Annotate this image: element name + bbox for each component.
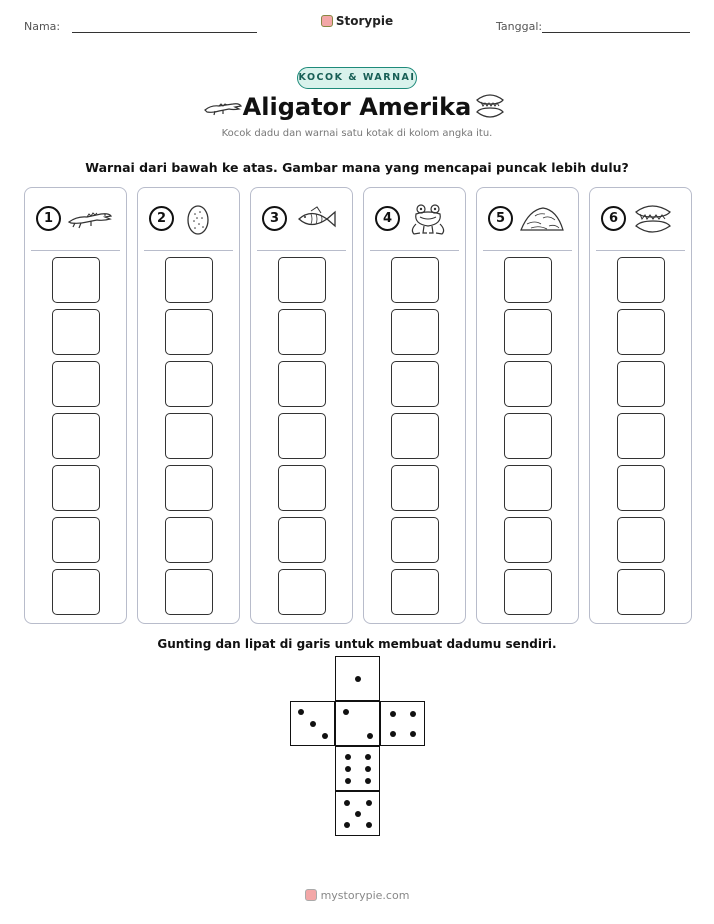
column-divider xyxy=(483,250,572,251)
color-box[interactable] xyxy=(617,413,665,459)
brand-name: Storypie xyxy=(335,14,394,28)
dice-pip xyxy=(343,709,349,715)
dice-face-3 xyxy=(290,701,335,746)
color-box[interactable] xyxy=(278,361,326,407)
color-box[interactable] xyxy=(617,257,665,303)
color-box[interactable] xyxy=(52,413,100,459)
color-box[interactable] xyxy=(52,309,100,355)
color-box[interactable] xyxy=(391,257,439,303)
instruction: Warnai dari bawah ke atas. Gambar mana yang mencapai puncak lebih dulu? xyxy=(85,160,629,175)
frog-icon xyxy=(406,202,452,236)
color-box[interactable] xyxy=(391,413,439,459)
dice-pip xyxy=(345,754,351,760)
color-box[interactable] xyxy=(165,361,213,407)
dice-face-4 xyxy=(380,701,425,746)
dice-pip xyxy=(345,778,351,784)
dice-pip xyxy=(355,676,361,682)
color-box[interactable] xyxy=(504,465,552,511)
color-box[interactable] xyxy=(617,465,665,511)
column-2 xyxy=(137,187,240,624)
column-1 xyxy=(24,187,127,624)
dice-pip xyxy=(344,822,350,828)
color-box[interactable] xyxy=(391,361,439,407)
color-box[interactable] xyxy=(165,309,213,355)
column-divider xyxy=(31,250,120,251)
column-divider xyxy=(144,250,233,251)
color-box[interactable] xyxy=(278,309,326,355)
egg-icon xyxy=(180,202,226,236)
dice-pip xyxy=(390,731,396,737)
cut-instruction: Gunting dan lipat di garis untuk membuat dadumu sendiri. xyxy=(157,637,557,651)
footer-url[interactable]: mystorypie.com xyxy=(320,889,410,902)
column-header xyxy=(251,188,352,250)
color-box[interactable] xyxy=(52,569,100,615)
dice-pip xyxy=(390,711,396,717)
color-box[interactable] xyxy=(617,361,665,407)
color-box[interactable] xyxy=(278,569,326,615)
storypie-logo-icon xyxy=(305,889,317,901)
column-number: 3 xyxy=(262,206,287,231)
column-header xyxy=(138,188,239,250)
footer xyxy=(0,889,714,902)
dice-net xyxy=(290,656,425,834)
column-header xyxy=(364,188,465,250)
column-3 xyxy=(250,187,353,624)
color-box[interactable] xyxy=(391,517,439,563)
color-box[interactable] xyxy=(504,257,552,303)
column-number: 5 xyxy=(488,206,513,231)
column-divider xyxy=(257,250,346,251)
color-box[interactable] xyxy=(504,517,552,563)
color-box[interactable] xyxy=(52,361,100,407)
dice-face-6 xyxy=(335,746,380,791)
color-box[interactable] xyxy=(52,257,100,303)
brand-logo xyxy=(0,14,714,28)
fish-icon xyxy=(293,202,339,236)
column-divider xyxy=(370,250,459,251)
column-number: 1 xyxy=(36,206,61,231)
column-5 xyxy=(476,187,579,624)
color-box[interactable] xyxy=(165,465,213,511)
color-box[interactable] xyxy=(504,569,552,615)
color-box[interactable] xyxy=(52,517,100,563)
subtitle: Kocok dadu dan warnai satu kotak di kolom angka itu. xyxy=(221,128,493,139)
color-box[interactable] xyxy=(278,517,326,563)
color-box[interactable] xyxy=(278,465,326,511)
dice-pip xyxy=(365,754,371,760)
color-box[interactable] xyxy=(278,257,326,303)
dice-pip xyxy=(345,766,351,772)
column-header xyxy=(590,188,691,250)
column-header xyxy=(25,188,126,250)
dice-pip xyxy=(298,709,304,715)
column-number: 6 xyxy=(601,206,626,231)
color-box[interactable] xyxy=(391,465,439,511)
color-columns xyxy=(24,187,690,624)
color-box[interactable] xyxy=(165,413,213,459)
column-number: 4 xyxy=(375,206,400,231)
nest-icon xyxy=(519,202,565,236)
dice-face-2 xyxy=(335,701,380,746)
name-line[interactable] xyxy=(72,32,257,33)
storypie-logo-icon xyxy=(321,15,333,27)
color-box[interactable] xyxy=(504,413,552,459)
dice-pip xyxy=(310,721,316,727)
dice-pip xyxy=(322,733,328,739)
page-title: Aligator Amerika xyxy=(242,93,472,121)
jaws-title-icon xyxy=(474,92,506,120)
alligator-icon xyxy=(67,202,113,236)
color-box[interactable] xyxy=(391,569,439,615)
dice-pip xyxy=(365,766,371,772)
color-box[interactable] xyxy=(504,309,552,355)
dice-pip xyxy=(365,778,371,784)
date-label: Tanggal: xyxy=(496,20,543,33)
dice-pip xyxy=(366,822,372,828)
column-number: 2 xyxy=(149,206,174,231)
color-box[interactable] xyxy=(165,257,213,303)
color-box[interactable] xyxy=(52,465,100,511)
activity-badge: KOCOK & WARNAI xyxy=(297,67,417,89)
color-box[interactable] xyxy=(278,413,326,459)
dice-pip xyxy=(410,711,416,717)
dice-face-1 xyxy=(335,656,380,701)
color-box[interactable] xyxy=(617,569,665,615)
dice-pip xyxy=(355,811,361,817)
jaws-icon xyxy=(632,202,678,236)
column-6 xyxy=(589,187,692,624)
color-box[interactable] xyxy=(617,309,665,355)
name-label: Nama: xyxy=(24,20,61,33)
date-line[interactable] xyxy=(542,32,690,33)
color-box[interactable] xyxy=(617,517,665,563)
dice-face-5 xyxy=(335,791,380,836)
color-box[interactable] xyxy=(165,569,213,615)
dice-pip xyxy=(344,800,350,806)
column-4 xyxy=(363,187,466,624)
dice-pip xyxy=(367,733,373,739)
column-header xyxy=(477,188,578,250)
color-box[interactable] xyxy=(504,361,552,407)
column-divider xyxy=(596,250,685,251)
dice-pip xyxy=(410,731,416,737)
color-box[interactable] xyxy=(165,517,213,563)
dice-pip xyxy=(366,800,372,806)
color-box[interactable] xyxy=(391,309,439,355)
